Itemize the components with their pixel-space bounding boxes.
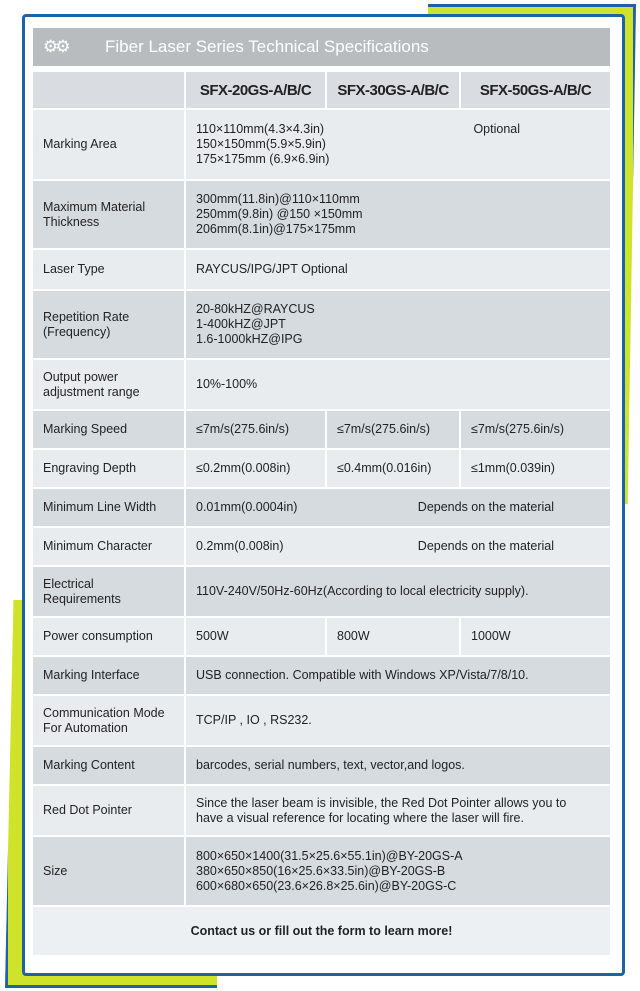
table-row: Marking Interface USB connection. Compatible with Windows XP/Vista/7/8/10.: [33, 657, 610, 694]
table-row: Electrical Requirements 110V-240V/50Hz-60Hz(According to local electricity supply).: [33, 567, 610, 616]
header-row: [33, 72, 610, 108]
table-row: Power consumption 500W 800W 1000W: [33, 618, 610, 655]
table-row: Communication Mode For Automation TCP/IP , IO , RS232.: [33, 696, 610, 745]
title-bar: [33, 28, 610, 66]
model-header: SFX-50GS-A/B/C: [461, 72, 610, 108]
contact-text: Contact us or fill out the form to learn more!: [33, 907, 610, 955]
table-row: Size 800×650×1400(31.5×25.6×55.1in)@BY-20GS-A 380×650×850(16×25.6×33.5in)@BY-20GS-B 600×680×650(23.6×26.8×25.6in)@BY-20GS-C: [33, 837, 610, 905]
table-row: Marking Speed ≤7m/s(275.6in/s) ≤7m/s(275.6in/s) ≤7m/s(275.6in/s): [33, 411, 610, 448]
table-row: Laser Type RAYCUS/IPG/JPT Optional: [33, 250, 610, 289]
table-row: Repetition Rate (Frequency) 20-80kHZ@RAYCUS 1-400kHZ@JPT 1.6-1000kHZ@IPG: [33, 291, 610, 358]
table-row: Red Dot Pointer Since the laser beam is invisible, the Red Dot Pointer allows you to have a visual reference for locating where the laser will fire.: [33, 786, 610, 835]
table-row: Engraving Depth ≤0.2mm(0.008in) ≤0.4mm(0.016in) ≤1mm(0.039in): [33, 450, 610, 487]
table-row: Minimum Character Depends on the material 0.2mm(0.008in): [33, 528, 610, 565]
table-row: Marking Area Optional 110×110mm(4.3×4.3in) 150×150mm(5.9×5.9in) 175×175mm (6.9×6.9in): [33, 110, 610, 179]
spec-table: [33, 70, 610, 957]
page-title: Fiber Laser Series Technical Specifications: [105, 37, 429, 56]
table-row: Marking Content barcodes, serial numbers, text, vector,and logos.: [33, 747, 610, 784]
table-row: Output power adjustment range 10%-100%: [33, 360, 610, 409]
model-header: SFX-30GS-A/B/C: [327, 72, 461, 108]
gears-icon: ⚙⚙: [43, 37, 68, 56]
model-header: SFX-20GS-A/B/C: [186, 72, 327, 108]
contact-row: [33, 907, 610, 955]
table-row: Maximum Material Thickness 300mm(11.8in)@110×110mm 250mm(9.8in) @150 ×150mm 206mm(8.1in)@175×175mm: [33, 181, 610, 248]
table-row: Minimum Line Width Depends on the material 0.01mm(0.0004in): [33, 489, 610, 526]
